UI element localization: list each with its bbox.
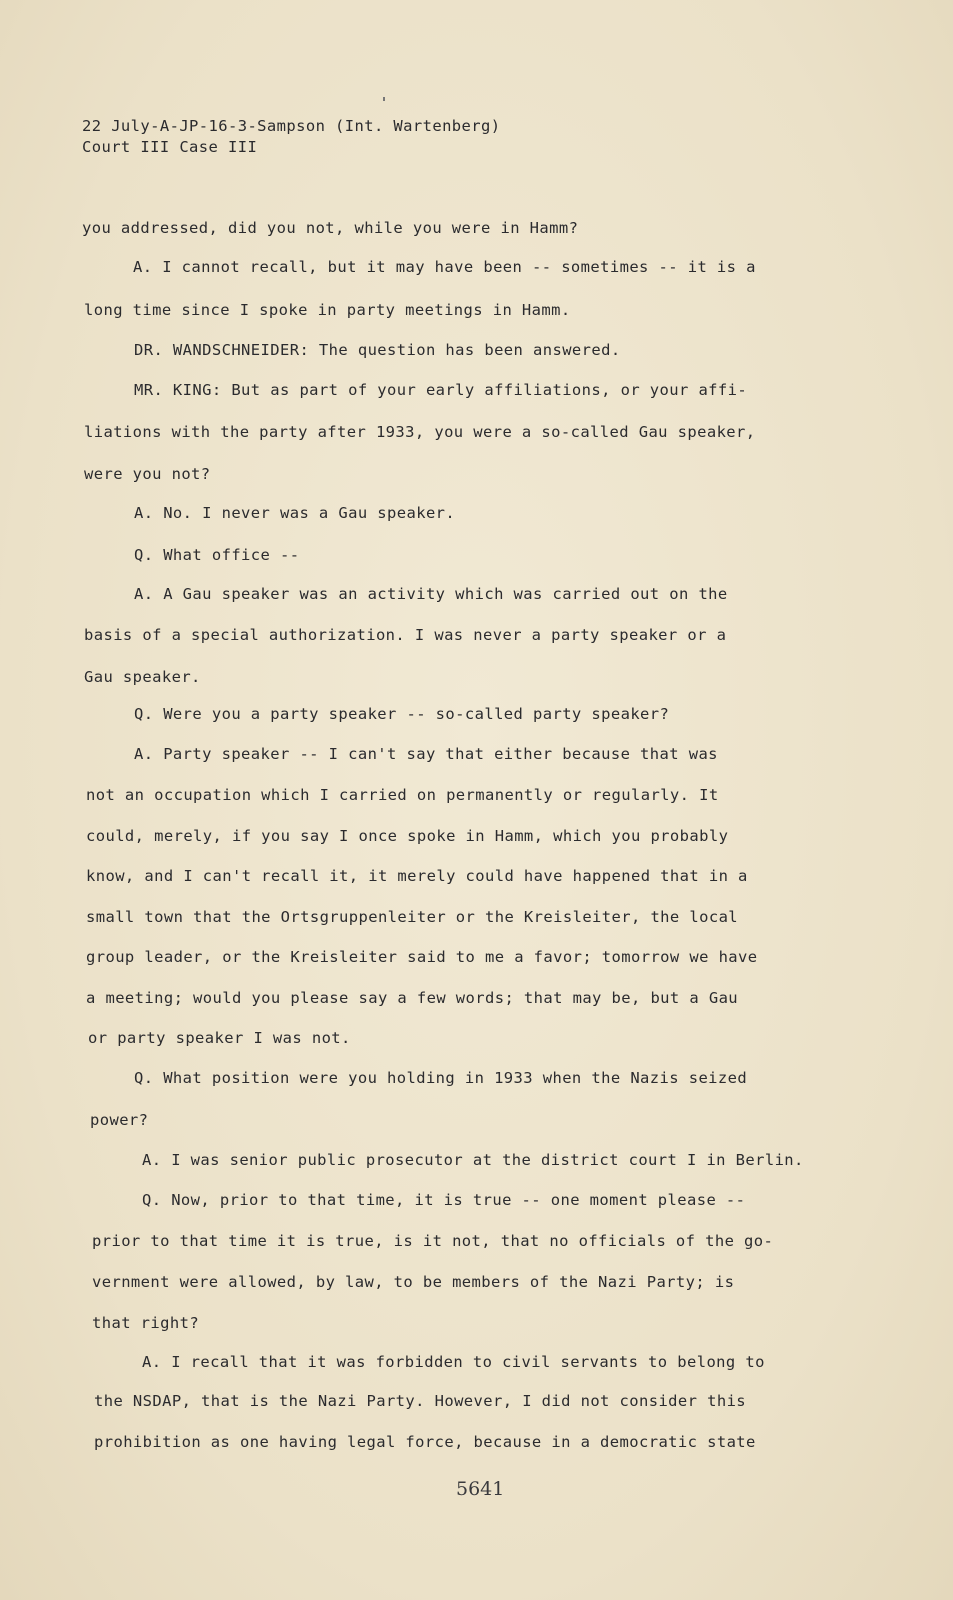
text-line: you addressed, did you not, while you were in Hamm? [82,219,579,237]
header-line-1: 22 July-A-JP-16-3-Sampson (Int. Wartenberg) [82,117,501,135]
text-line: a meeting; would you please say a few words; that may be, but a Gau [86,989,739,1007]
text-line: liations with the party after 1933, you were a so-called Gau speaker, [84,423,756,441]
text-line: MR. KING: But as part of your early affiliations, or your affi- [134,381,748,399]
text-line: prior to that time it is true, is it not, that no officials of the go- [92,1232,774,1250]
text-line: A. Party speaker -- I can't say that either because that was [134,745,718,763]
header-line-2: Court III Case III [82,138,258,156]
page-number: 5641 [456,1478,505,1500]
text-line: DR. WANDSCHNEIDER: The question has been answered. [134,341,621,359]
text-line: power? [90,1111,149,1129]
text-line: prohibition as one having legal force, because in a democratic state [94,1433,756,1451]
text-line: A. I was senior public prosecutor at the district court I in Berlin. [142,1151,804,1169]
text-line: not an occupation which I carried on permanently or regularly. It [86,786,719,804]
text-line: vernment were allowed, by law, to be members of the Nazi Party; is [92,1273,735,1291]
text-line: Q. Now, prior to that time, it is true -- one moment please -- [142,1191,746,1209]
text-line: basis of a special authorization. I was never a party speaker or a [84,626,727,644]
text-line: the NSDAP, that is the Nazi Party. However, I did not consider this [94,1392,747,1410]
text-line: that right? [92,1314,200,1332]
text-line: Gau speaker. [84,668,201,686]
text-line: know, and I can't recall it, it merely could have happened that in a [86,867,748,885]
text-line: A. A Gau speaker was an activity which was carried out on the [134,585,728,603]
text-line: A. I cannot recall, but it may have been -- sometimes -- it is a [133,258,756,276]
paper-mark [383,97,385,101]
text-line: were you not? [84,465,211,483]
text-line: small town that the Ortsgruppenleiter or the Kreisleiter, the local [86,908,739,926]
text-line: Q. What office -- [134,546,300,564]
text-line: Q. What position were you holding in 1933 when the Nazis seized [134,1069,748,1087]
text-line: A. No. I never was a Gau speaker. [134,504,456,522]
text-line: long time since I spoke in party meetings in Hamm. [84,301,571,319]
text-line: could, merely, if you say I once spoke in Hamm, which you probably [86,827,729,845]
text-line: Q. Were you a party speaker -- so-called party speaker? [134,705,670,723]
text-line: or party speaker I was not. [88,1029,351,1047]
text-line: A. I recall that it was forbidden to civil servants to belong to [142,1353,765,1371]
text-line: group leader, or the Kreisleiter said to me a favor; tomorrow we have [86,948,758,966]
